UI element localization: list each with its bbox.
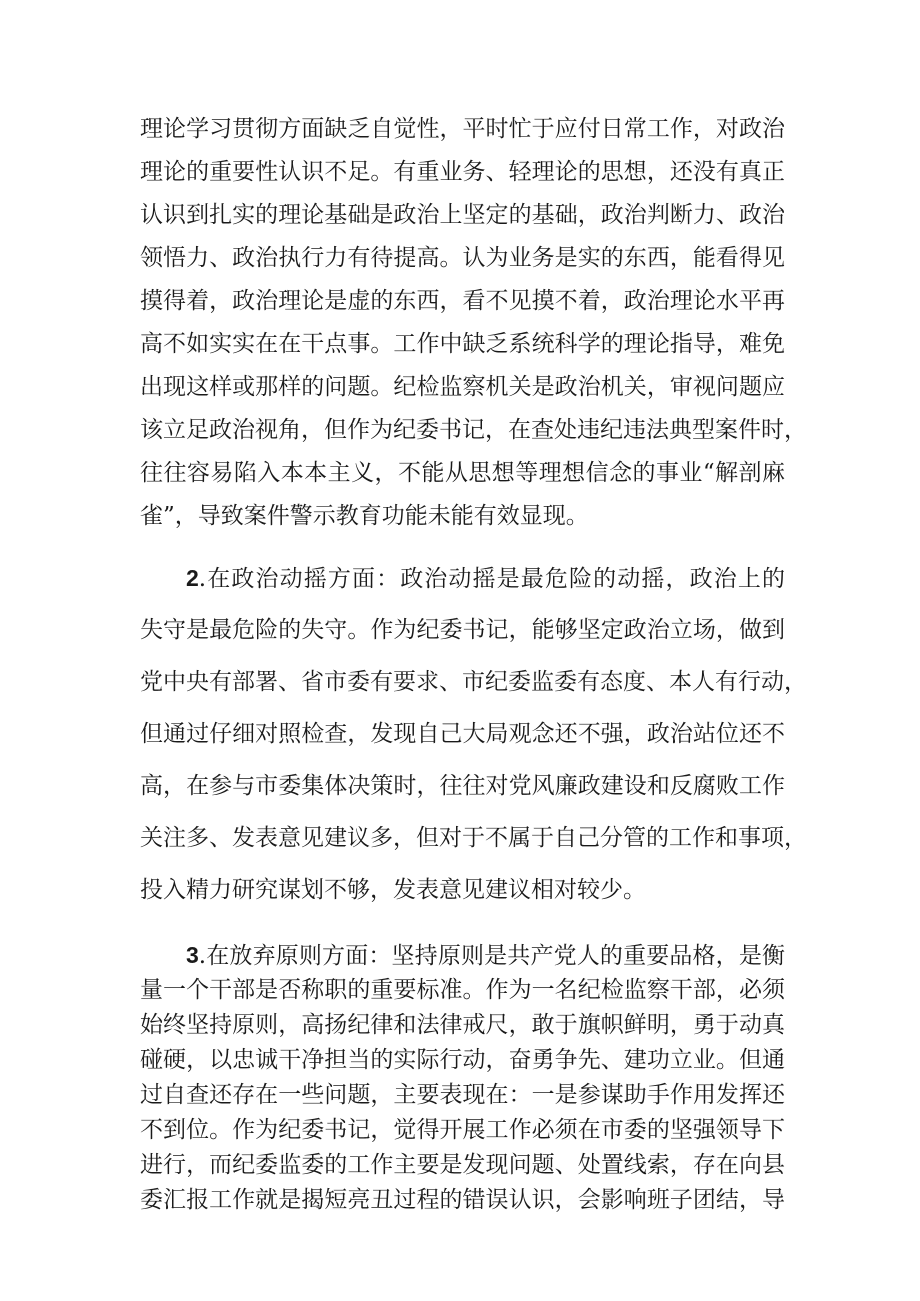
p2-line-5: 高，在参与市委集体决策时，往往对党风廉政建设和反腐败工作: [140, 773, 785, 799]
p2-line-3: 党中央有部署、省市委有要求、市纪委监委有态度、本人有行动，: [140, 669, 807, 695]
p3-number: 3: [186, 942, 199, 968]
p1-line-1: 理论学习贯彻方面缺乏自觉性，平时忙于应付日常工作，对政治: [140, 116, 785, 142]
p3-line-1-text: .在放弃原则方面：坚持原则是共产党人的重要品格，是衡: [198, 943, 785, 969]
p1-line-7: 出现这样或那样的问题。纪检监察机关是政治机关，审视问题应: [140, 374, 785, 400]
p3-line-3: 始终坚持原则，高扬纪律和法律戒尺，敢于旗帜鲜明，勇于动真: [140, 1012, 785, 1038]
p1-line-9: 往往容易陷入本本主义，不能从思想等理想信念的事业“解剖麻: [140, 460, 785, 486]
p1-line-5: 摸得着，政治理论是虚的东西，看不见摸不着，政治理论水平再: [140, 288, 785, 314]
p3-line-4: 碰硬，以忠诚干净担当的实际行动，奋勇争先、建功立业。但通: [140, 1047, 785, 1073]
p3-line-8: 委汇报工作就是揭短亮丑过程的错误认识，会影响班子团结，导: [140, 1187, 785, 1213]
p1-line-2: 理论的重要性认识不足。有重业务、轻理论的思想，还没有真正: [140, 159, 785, 185]
p2-line-4: 但通过仔细对照检查，发现自己大局观念还不强，政治站位还不: [140, 721, 785, 747]
p1-line-3: 认识到扎实的理论基础是政治上坚定的基础，政治判断力、政治: [140, 202, 785, 228]
p3-line-7: 进行，而纪委监委的工作主要是发现问题、处置线索，存在向县: [140, 1152, 785, 1178]
p3-line-6: 不到位。作为纪委书记，觉得开展工作必须在市委的坚强领导下: [140, 1117, 785, 1143]
p2-line-2: 失守是最危险的失守。作为纪委书记，能够坚定政治立场，做到: [140, 617, 785, 643]
p3-line-1: [186, 940, 785, 971]
p2-line-1-text: .在政治动摇方面：政治动摇是最危险的动摇，政治上的: [198, 566, 785, 592]
p1-line-10: 雀”，导致案件警示教育功能未能有效显现。: [140, 503, 589, 529]
p3-line-5: 过自查还存在一些问题，主要表现在：一是参谋助手作用发挥还: [140, 1082, 785, 1108]
p2-line-1: [186, 563, 785, 594]
p1-line-6: 高不如实实在在干点事。工作中缺乏系统科学的理论指导，难免: [140, 331, 785, 357]
p1-line-4: 领悟力、政治执行力有待提高。认为业务是实的东西，能看得见: [140, 245, 785, 271]
p3-line-2: 量一个干部是否称职的重要标准。作为一名纪检监察干部，必须: [140, 977, 785, 1003]
p2-line-6: 关注多、发表意见建议多，但对于不属于自己分管的工作和事项，: [140, 825, 807, 851]
p1-line-8: 该立足政治视角，但作为纪委书记，在查处违纪违法典型案件时，: [140, 417, 807, 443]
p2-number: 2: [186, 565, 199, 591]
p2-line-7: 投入精力研究谋划不够，发表意见建议相对较少。: [140, 877, 646, 903]
